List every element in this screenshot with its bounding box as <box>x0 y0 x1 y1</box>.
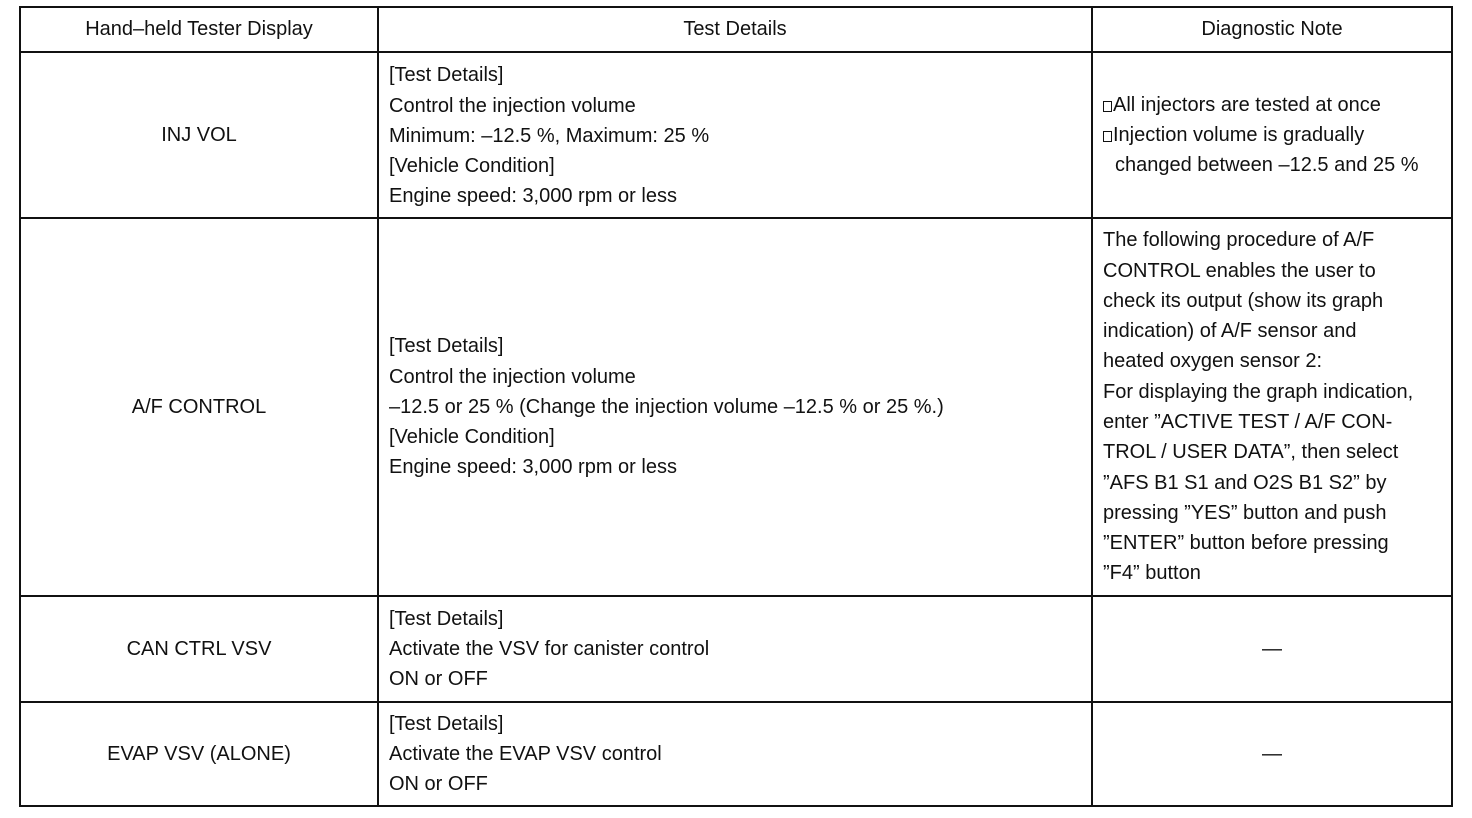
detail-line: [Test Details] <box>389 712 504 735</box>
table-header-row <box>20 7 1452 52</box>
header-diagnostic-note: Diagnostic Note <box>1092 7 1452 52</box>
diagnostic-note-cell: — <box>1092 596 1452 702</box>
detail-line: Control the injection volume <box>389 365 636 388</box>
detail-line: [Test Details] <box>389 64 504 87</box>
active-test-table <box>19 6 1453 807</box>
note-bullet <box>1103 90 1445 120</box>
note-text: The following procedure of A/F CONTROL enables the user to check its output (show its graph indication) of A/F sensor and heated oxygen sensor 2: For displaying the graph indication, enter ”ACTIVE TEST / A/F CON- TROL / USER DATA”, then select ”AFS B1 S1 and O2S B1 S2” by pressing ”YES” button and push ”ENTER” button before pressing ”F4” button <box>1103 229 1414 585</box>
diagnostic-note-cell <box>1092 218 1452 596</box>
note-bullet <box>1103 120 1445 181</box>
detail-line: –12.5 or 25 % (Change the injection volume –12.5 % or 25 %.) <box>389 395 944 418</box>
tester-display-cell: INJ VOL <box>20 52 378 218</box>
detail-line: Minimum: –12.5 %, Maximum: 25 % <box>389 124 710 147</box>
test-details-cell <box>378 702 1092 806</box>
header-hand-held-tester-display: Hand–held Tester Display <box>20 7 378 52</box>
table-row <box>20 596 1452 702</box>
test-details-cell <box>378 218 1092 596</box>
tester-display-cell: EVAP VSV (ALONE) <box>20 702 378 806</box>
note-bullet-text: Injection volume is gradually changed between –12.5 and 25 % <box>1113 123 1419 177</box>
diagnostic-note-cell: — <box>1092 702 1452 806</box>
tester-display-cell: A/F CONTROL <box>20 218 378 596</box>
header-test-details: Test Details <box>378 7 1092 52</box>
table-row <box>20 218 1452 596</box>
detail-line: Control the injection volume <box>389 94 636 117</box>
detail-line: ON or OFF <box>389 773 488 796</box>
detail-line: Activate the VSV for canister control <box>389 637 710 660</box>
detail-line: ON or OFF <box>389 668 488 691</box>
detail-line: [Test Details] <box>389 607 504 630</box>
note-bullet-text: All injectors are tested at once <box>1113 93 1381 116</box>
detail-line: [Test Details] <box>389 335 504 358</box>
detail-line: [Vehicle Condition] <box>389 426 555 449</box>
table-row <box>20 52 1452 218</box>
active-test-table-sheet <box>19 6 1451 804</box>
test-details-cell <box>378 52 1092 218</box>
test-details-cell <box>378 596 1092 702</box>
detail-line: Engine speed: 3,000 rpm or less <box>389 185 677 208</box>
tester-display-cell: CAN CTRL VSV <box>20 596 378 702</box>
detail-line: [Vehicle Condition] <box>389 155 555 178</box>
detail-line: Activate the EVAP VSV control <box>389 742 662 765</box>
detail-line: Engine speed: 3,000 rpm or less <box>389 456 677 479</box>
diagnostic-note-cell <box>1092 52 1452 218</box>
table-row <box>20 702 1452 806</box>
checkbox-bullet-icon <box>1103 131 1112 142</box>
checkbox-bullet-icon <box>1103 101 1112 112</box>
